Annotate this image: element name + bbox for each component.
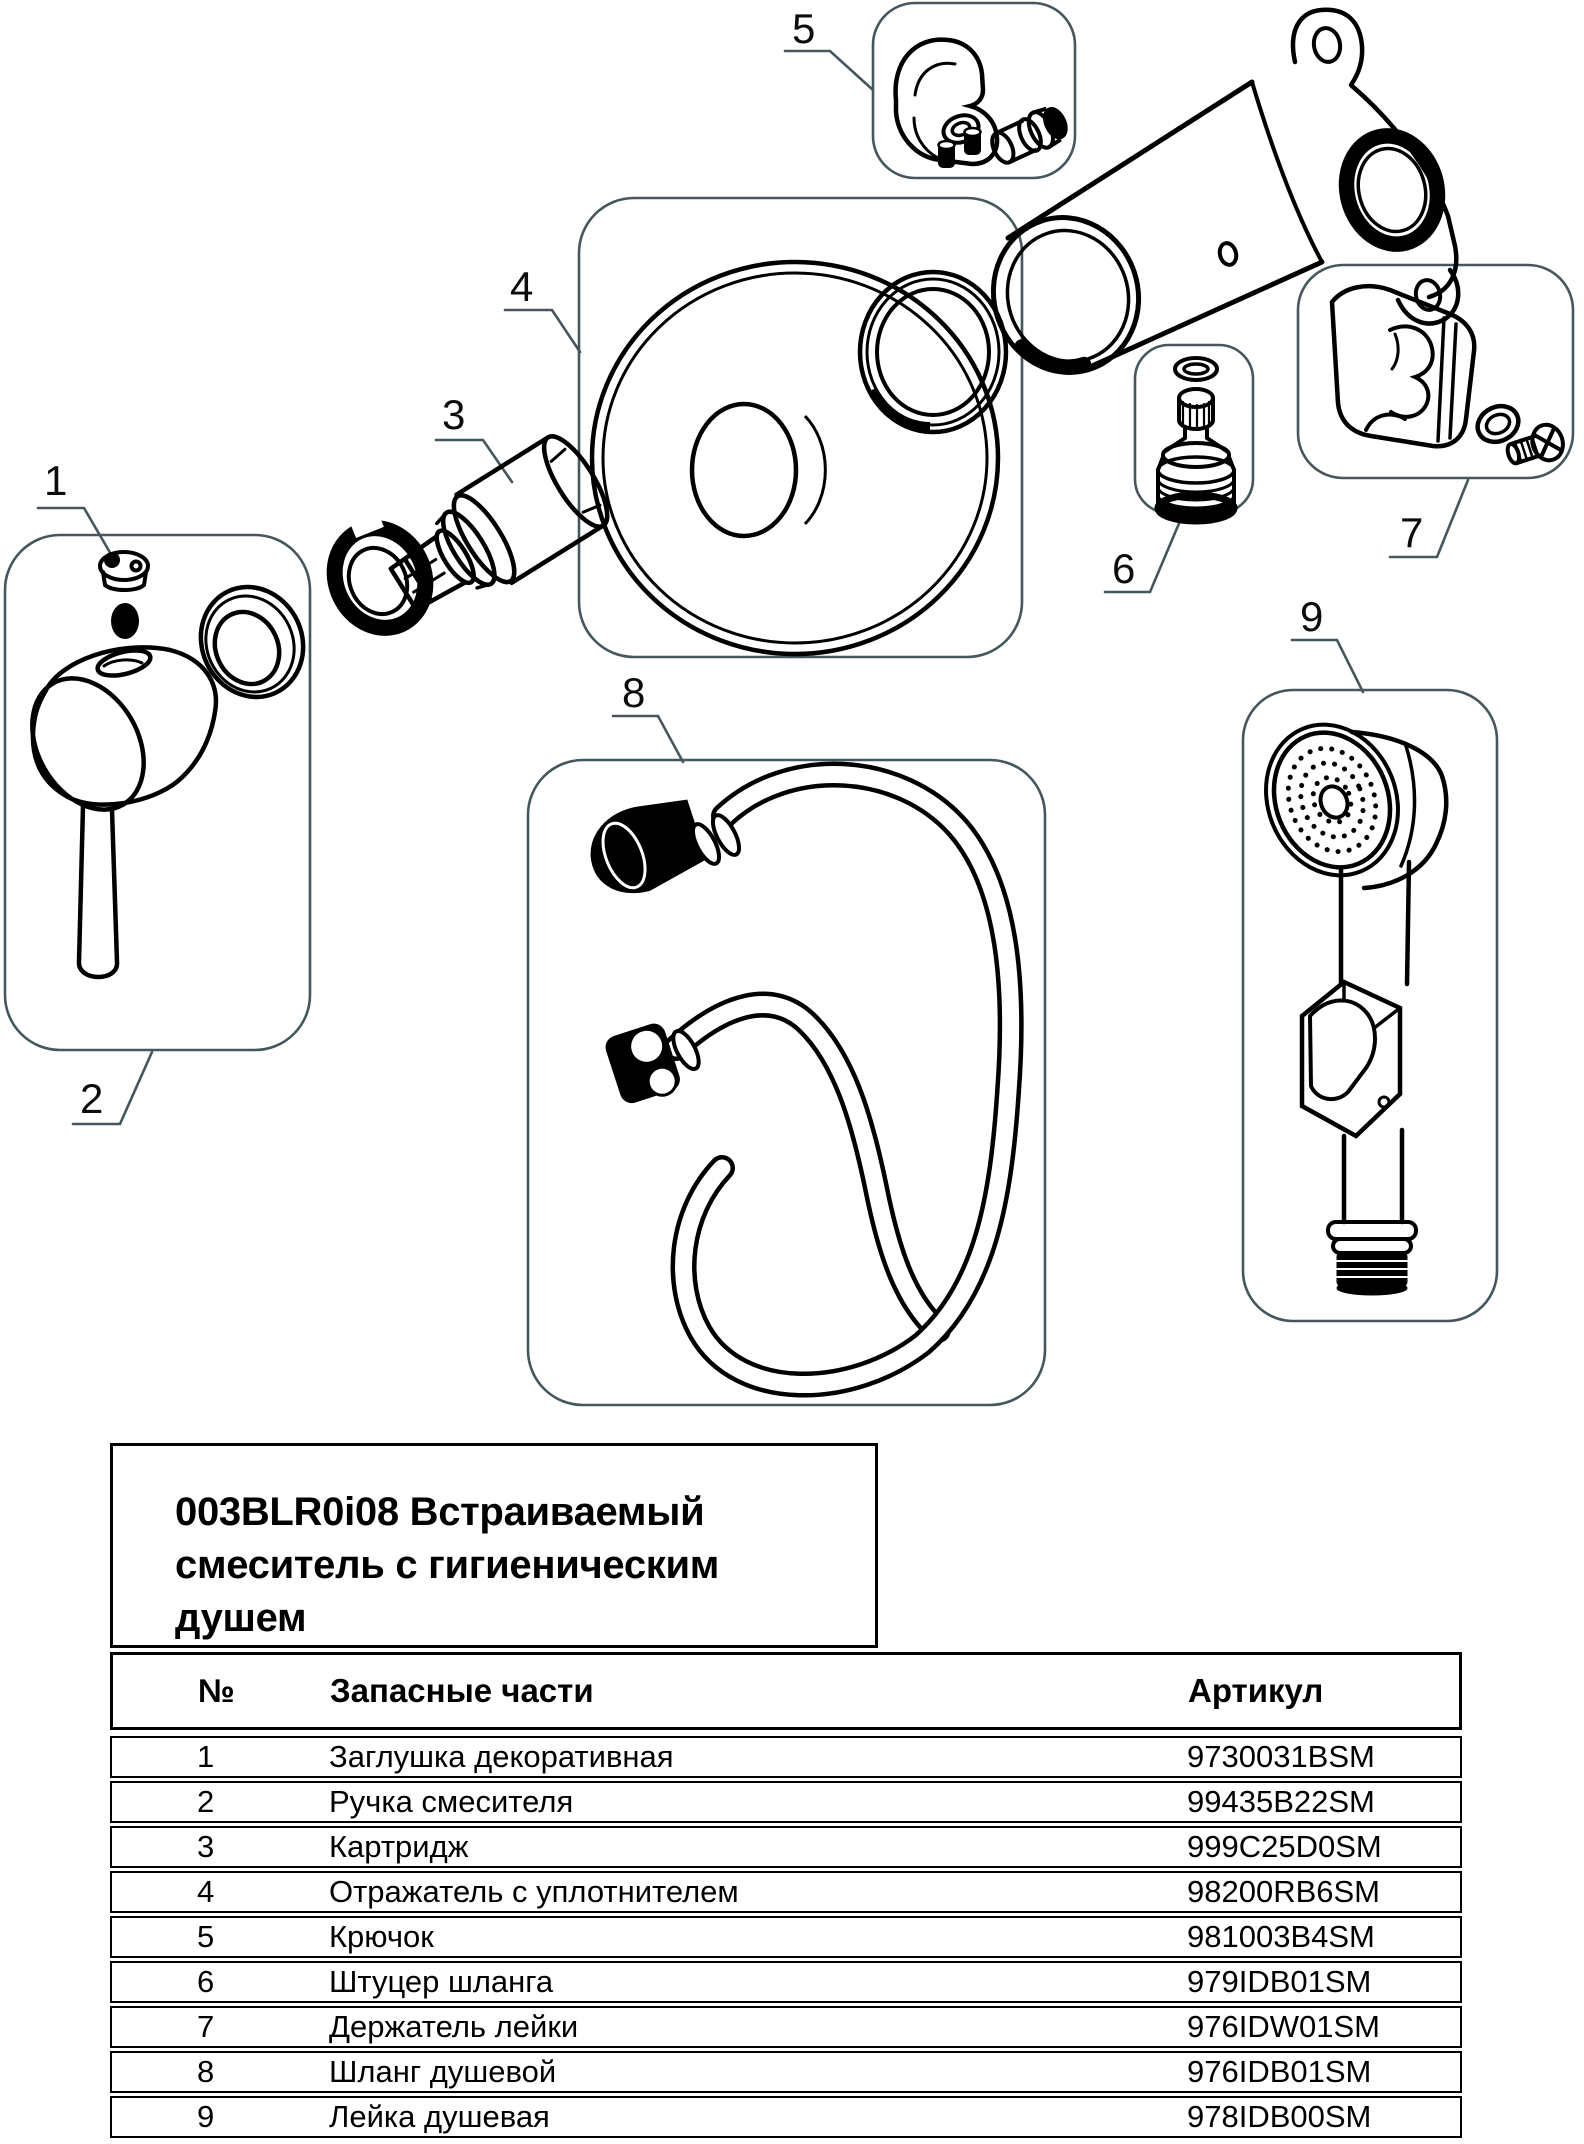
row-sku: 999C25D0SM <box>1187 1829 1382 1864</box>
decorative-cap-part <box>100 552 148 590</box>
header-num: № <box>198 1672 235 1709</box>
row-num: 9 <box>197 2099 215 2134</box>
row-sku: 981003B4SM <box>1187 1919 1375 1954</box>
row-num: 4 <box>197 1874 215 1909</box>
callout-8-leader <box>613 716 683 762</box>
escutcheon-oring-part <box>860 272 1006 432</box>
handle-trim-ring-part <box>183 570 321 714</box>
mixer-handle-part <box>10 646 216 977</box>
concealed-body-part <box>973 10 1458 392</box>
row-sku: 98200RB6SM <box>1187 1874 1381 1909</box>
row-num: 3 <box>197 1829 215 1864</box>
callout-2: 2 <box>80 1075 104 1122</box>
table-row <box>110 1736 1462 1778</box>
table-row <box>110 1871 1462 1913</box>
row-sku: 99435B22SM <box>1187 1784 1375 1819</box>
hose-union-part <box>1158 358 1234 521</box>
row-num: 8 <box>197 2054 215 2089</box>
row-name: Лейка душевая <box>329 2099 550 2134</box>
callout-3: 3 <box>442 391 466 438</box>
row-sku: 976IDB01SM <box>1187 2054 1372 2089</box>
row-sku: 978IDB00SM <box>1187 2099 1372 2134</box>
callout-6: 6 <box>1112 545 1136 592</box>
row-name: Шланг душевой <box>329 2054 557 2089</box>
escutcheon-part <box>592 262 998 654</box>
row-name: Отражатель с уплотнителем <box>329 1874 739 1909</box>
table-row <box>110 1961 1462 2003</box>
cartridge-nut-part <box>319 513 442 643</box>
callout-4: 4 <box>510 263 534 310</box>
row-num: 2 <box>197 1784 215 1819</box>
part-group-frames <box>5 3 1573 1405</box>
row-sku: 976IDW01SM <box>1187 2009 1380 2044</box>
product-title: 003BLR0i08 Встраиваемый смеситель с гигиеническим душем <box>175 1490 720 1640</box>
row-name: Ручка смесителя <box>329 1784 574 1819</box>
hose-plug-part <box>987 102 1072 169</box>
row-sku: 979IDB01SM <box>1187 1964 1372 1999</box>
callout-9: 9 <box>1300 593 1324 640</box>
callout-8: 8 <box>622 669 646 716</box>
callout-1: 1 <box>44 457 68 504</box>
row-name: Картридж <box>329 1829 469 1864</box>
table-row <box>110 2006 1462 2048</box>
table-row <box>110 1781 1462 1823</box>
row-num: 7 <box>197 2009 215 2044</box>
row-name: Заглушка декоративная <box>329 1739 674 1774</box>
callout-4-leader <box>505 310 580 352</box>
callout-9-leader <box>1292 640 1363 692</box>
set-screw-part <box>111 603 139 639</box>
row-name: Штуцер шланга <box>329 1964 554 1999</box>
row-num: 5 <box>197 1919 215 1954</box>
callout-3-leader <box>436 440 512 482</box>
row-num: 1 <box>197 1739 215 1774</box>
callout-7: 7 <box>1400 509 1424 556</box>
product-title-box <box>110 1443 878 1648</box>
table-row <box>110 1916 1462 1958</box>
row-num: 6 <box>197 1964 215 1999</box>
row-name: Держатель лейки <box>329 2009 579 2044</box>
row-sku: 9730031BSM <box>1187 1739 1375 1774</box>
callout-5: 5 <box>792 5 816 52</box>
table-header-row <box>110 1652 1462 1730</box>
table-row <box>110 1826 1462 1868</box>
row-name: Крючок <box>329 1919 434 1954</box>
callout-1-leader <box>38 508 112 556</box>
header-sku: Артикул <box>1188 1672 1324 1709</box>
callout-5-leader <box>785 51 873 90</box>
holder-screw-part <box>1503 421 1567 473</box>
hand-shower-part <box>1244 705 1446 1295</box>
header-name: Запасные части <box>330 1672 594 1709</box>
shower-hose-part <box>579 775 1010 1385</box>
table-row <box>110 2051 1462 2093</box>
table-row <box>110 2096 1462 2138</box>
